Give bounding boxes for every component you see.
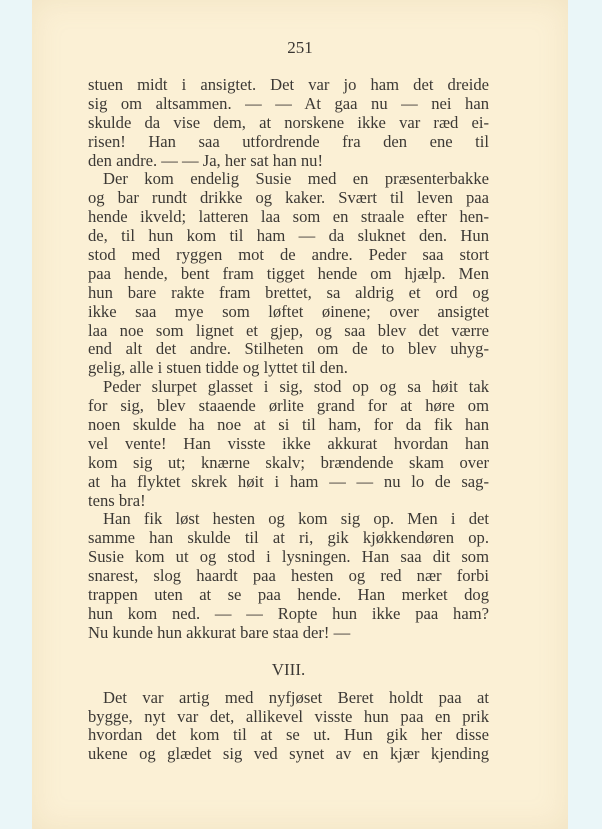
text-line: noen skulde ha noe at si til ham, for da fik han [88,415,489,435]
page-text [88,76,489,764]
text-line: de, til hun kom til ham — da sluknet den. Hun [88,226,489,246]
text-line: og bar rundt drikke og kaker. Svært til leven paa [88,188,489,208]
text-line: kom sig ut; knærne skalv; brændende skam over [88,452,489,472]
text-line: snarest, slog haardt paa hesten og red nær forbi [88,566,489,586]
text-line: laa noe som lignet et gjep, og saa blev det værre [88,320,489,340]
paragraph [88,170,489,378]
text-line: gelig, alle i stuen tidde og lyttet til den. [88,358,348,378]
paragraph [88,378,489,510]
text-line: Det var artig med nyfjøset Beret holdt paa at [103,687,489,707]
paragraph [88,510,489,642]
chapter-heading: VIII. [271,659,306,679]
text-line: skulde da vise dem, at norskene ikke var ræd ei- [88,112,489,132]
text-line: ikke saa mye som løftet øinene; over ansigtet [88,301,489,321]
text-line: sig om altsammen. — — At gaa nu — nei han [88,93,489,113]
text-line: Han fik løst hesten og kom sig op. Men i det [103,509,489,529]
paragraph [88,689,489,765]
paragraph [88,76,489,170]
text-line: hende ikveld; latteren laa som en straale efter hen- [88,207,489,227]
book-page [32,0,568,829]
text-line: trappen uten at se paa hende. Han merket dog [88,585,489,605]
chapter-text-before [88,76,489,643]
text-line: stod med ryggen mot de andre. Peder saa stort [88,245,489,265]
text-line: den andre. — — Ja, her sat han nu! [88,150,324,170]
text-line: Peder slurpet glasset i sig, stod op og sa høit tak [103,377,489,397]
text-line: for sig, blev staaende ørlite grand for at høre om [88,396,489,416]
text-line: stuen midt i ansigtet. Det var jo ham det dreide [88,75,489,94]
text-line: hun bare rakte fram brettet, sa aldrig et ord og [88,282,489,302]
chapter-text-after [88,689,489,765]
text-line: hvordan det kom til at se ut. Hun gik her disse [88,725,489,745]
text-line: vel vente! Han visste ikke akkurat hvordan han [88,433,489,453]
text-line: bygge, nyt var det, allikevel visste hun paa en prik [88,706,489,726]
text-line: hun kom ned. — — Ropte hun ikke paa ham? [88,603,489,623]
text-line: Susie kom ut og stod i lysningen. Han saa dit som [88,547,489,567]
text-line: ukene og glædet sig ved synet av en kjær kjending [88,744,489,764]
text-line: end alt det andre. Stilheten om de to blev uhyg- [88,339,489,359]
text-line: samme han skulde til at ri, gik kjøkkendøren op. [88,528,489,548]
text-line: tens bra! [88,490,146,510]
page-number: 251 [287,38,313,57]
text-line: Nu kunde hun akkurat bare staa der! — [88,622,351,642]
text-line: paa hende, bent fram tigget hende om hjælp. Men [88,263,489,283]
text-line: risen! Han saa utfordrende fra den ene til [88,131,489,151]
text-line: at ha flyktet skrek høit i ham — — nu lo de sag- [88,471,489,491]
text-line: Der kom endelig Susie med en præsenterbakke [103,169,489,189]
